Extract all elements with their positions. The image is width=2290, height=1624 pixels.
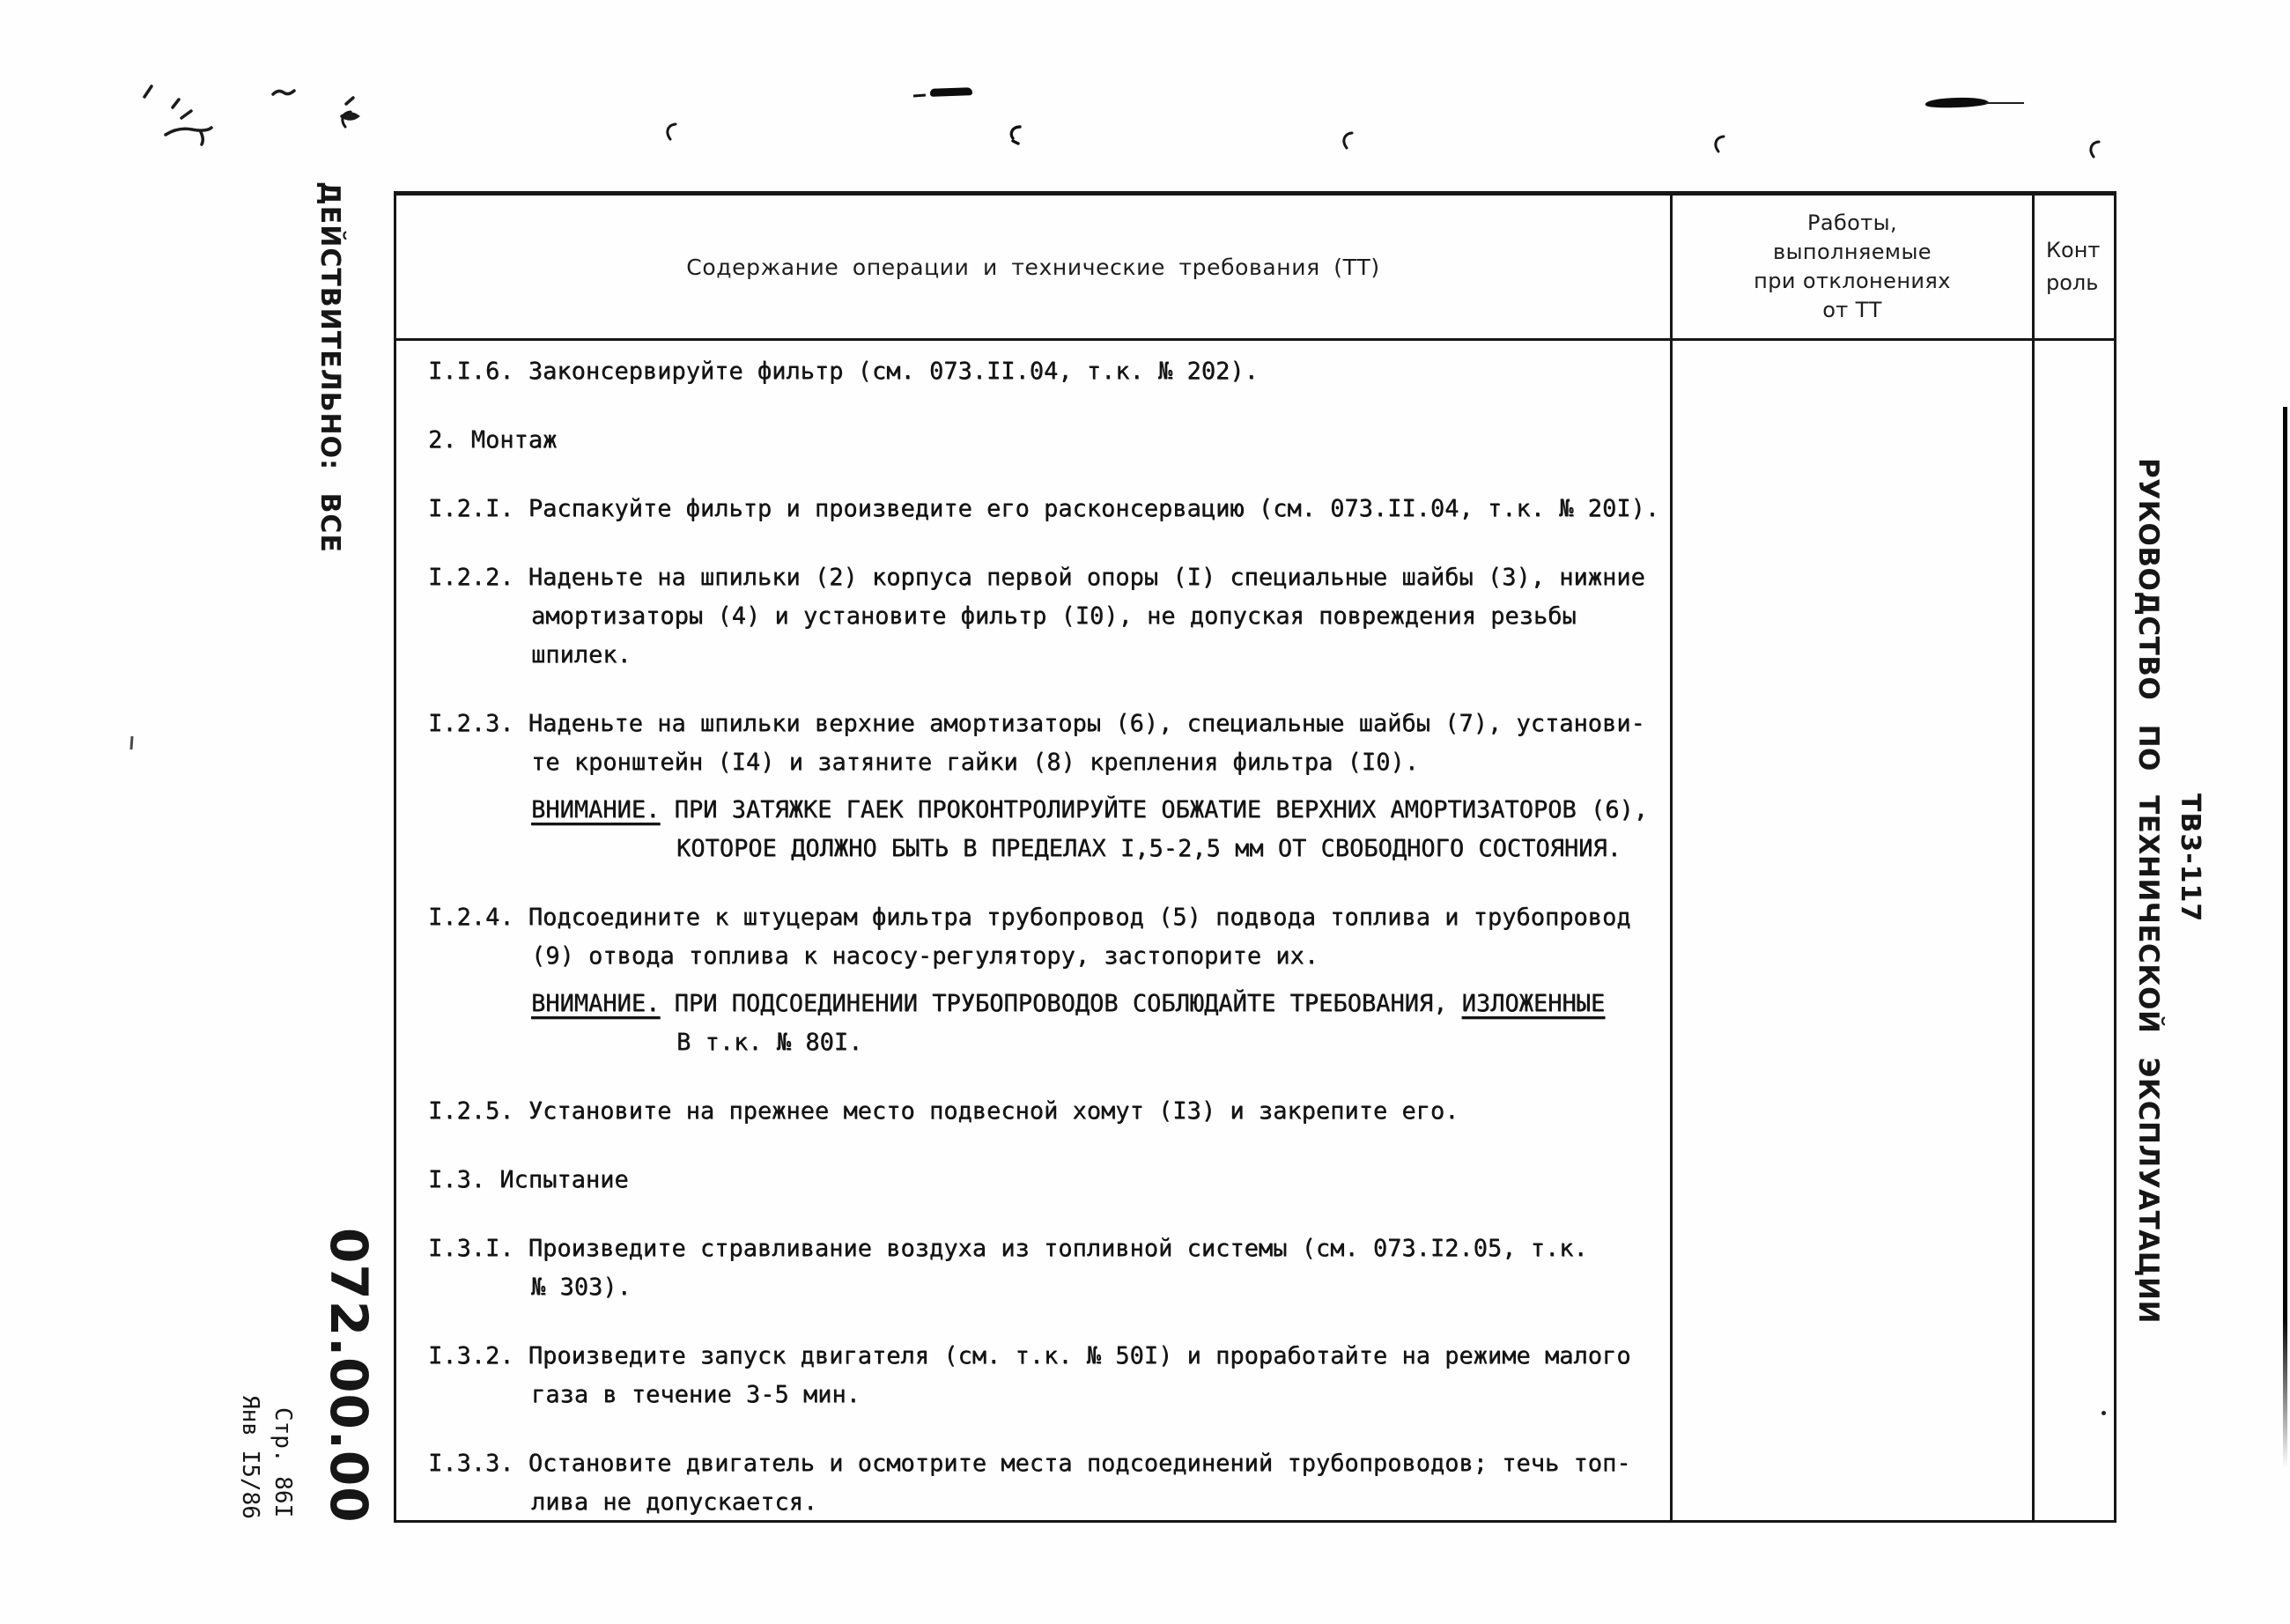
text-line: те кронштейн (I4) и затяните гайки (8) крепления фильтра (I0). [531,749,1419,776]
text-line: Конт [2046,238,2101,262]
operation-item [428,1337,1673,1414]
scan-artifact-dash [913,94,926,98]
text-line: Работы, [1806,210,1898,235]
footer-doc-code: 072.00.00 [319,1228,379,1524]
text-line: В т.к. № 80I. [676,1029,863,1056]
text-line: I.2.3. Наденьте на шпильки верхние амортизаторы (6), специальные шайбы (7), установи- [428,710,1645,737]
operation-item [428,705,1673,782]
text-line: I.2.5. Установите на прежнее место подвесной хомут (I3) и закрепите его. [428,1097,1459,1125]
scan-artifact-tick [1339,130,1355,151]
operation-item [428,898,1673,976]
right-margin-engine-code: ТВ3-117 [2175,794,2205,923]
scan-artifact-dash [930,87,972,97]
text-line: шпилек. [531,641,632,668]
text-line: I.2.I. Распакуйте фильтр и произведите его расконсервацию (см. 073.II.04, т.к. № 20I). [428,495,1659,522]
scan-artifact-tick [2086,139,2102,160]
left-margin-validity-stamp: ДЕЙСТВИТЕЛЬНО: ВСЕ [314,181,345,553]
text-line: I.2.4. Подсоедините к штуцерам фильтра трубопровод (5) подвода топлива и трубопровод [428,904,1631,931]
page-edge-shadow [2283,407,2287,1468]
operation-item [428,490,1673,528]
scan-artifact-smudge [1925,97,1989,109]
operation-item [428,1092,1673,1131]
text-line: I.3. Испытание [428,1166,629,1193]
text-line: при отклонениях [1754,269,1951,293]
operation-item [428,1229,1673,1307]
operations-table [394,191,2116,1523]
footer-page-number: Стр. 86I [270,1407,296,1518]
underlined-text: ВНИМАНИЕ. [531,796,661,823]
attention-note [428,985,1673,1062]
text-line: 2. Монтаж [428,426,558,454]
text-line: роль [2046,270,2099,295]
scan-artifact-tick [662,122,678,143]
text-line: I.3.3. Остановите двигатель и осмотрите места подсоединений трубопроводов; течь топ- [428,1450,1631,1477]
column-header-deviation-works [1673,196,2032,338]
operations-list [396,341,1673,1520]
text-line: ВНИМАНИЕ. ПРИ ПОДСОЕДИНЕНИИ ТРУБОПРОВОДОВ СОБЛЮДАЙТЕ ТРЕБОВАНИЯ, ИЗЛОЖЕННЫЕ [531,990,1606,1017]
footer-date: Янв I5/86 [237,1395,263,1519]
operation-item [428,558,1673,675]
column-header-control [2035,196,2114,338]
text-line: амортизаторы (4) и установите фильтр (I0), не допуская повреждения резьбы [531,602,1577,630]
text-line: газа в течение 3-5 мин. [531,1381,861,1408]
scan-artifact-tick [1006,123,1023,146]
text-line: I.3.I. Произведите стравливание воздуха из топливной системы (см. 073.I2.05, т.к. [428,1235,1588,1262]
handwritten-scribble [132,70,361,150]
text-line: выполняемые [1773,240,1932,264]
scan-artifact-tick [337,109,353,130]
text-line: КОТОРОЕ ДОЛЖНО БЫТЬ В ПРЕДЕЛАХ I,5-2,5 мм ОТ СВОБОДНОГО СОСТОЯНИЯ. [676,835,1621,862]
operation-item [428,1161,1673,1200]
attention-note [428,791,1673,868]
text-line: I.I.6. Законсервируйте фильтр (см. 073.II.04, т.к. № 202). [428,358,1259,385]
text-line: лива не допускается. [531,1488,818,1516]
right-margin-manual-title: РУКОВОДСТВО ПО ТЕХНИЧЕСКОЙ ЭКСПЛУАТАЦИИ [2132,458,2164,1324]
table-header-row [396,196,2114,341]
underlined-text: ИЗЛОЖЕННЫЕ [1461,990,1606,1017]
text-line: I.2.2. Наденьте на шпильки (2) корпуса первой опоры (I) специальные шайбы (3), нижние [428,564,1645,591]
text-line: ВНИМАНИЕ. ПРИ ЗАТЯЖКЕ ГАЕК ПРОКОНТРОЛИРУЙТЕ ОБЖАТИЕ ВЕРХНИХ АМОРТИЗАТОРОВ (6), [531,796,1648,823]
underlined-text: ВНИМАНИЕ. [531,990,661,1017]
column-divider-2 [2032,196,2035,1520]
text-line: I.3.2. Произведите запуск двигателя (см. т.к. № 50I) и проработайте на режиме малого [428,1342,1631,1369]
text-line: от ТТ [1822,298,1882,322]
scan-artifact-smudge [1985,102,2024,104]
column-header-operations: Содержание операции и технические требования (ТТ) [686,254,1380,280]
text-line: № 303). [531,1273,632,1301]
operation-item [428,352,1673,391]
operation-item [428,1444,1673,1520]
operation-item [428,421,1673,460]
scan-artifact-tick [1710,134,1726,155]
scan-artifact-mark [129,736,133,749]
text-line: (9) отвода топлива к насосу-регулятору, застопорите их. [531,942,1319,970]
